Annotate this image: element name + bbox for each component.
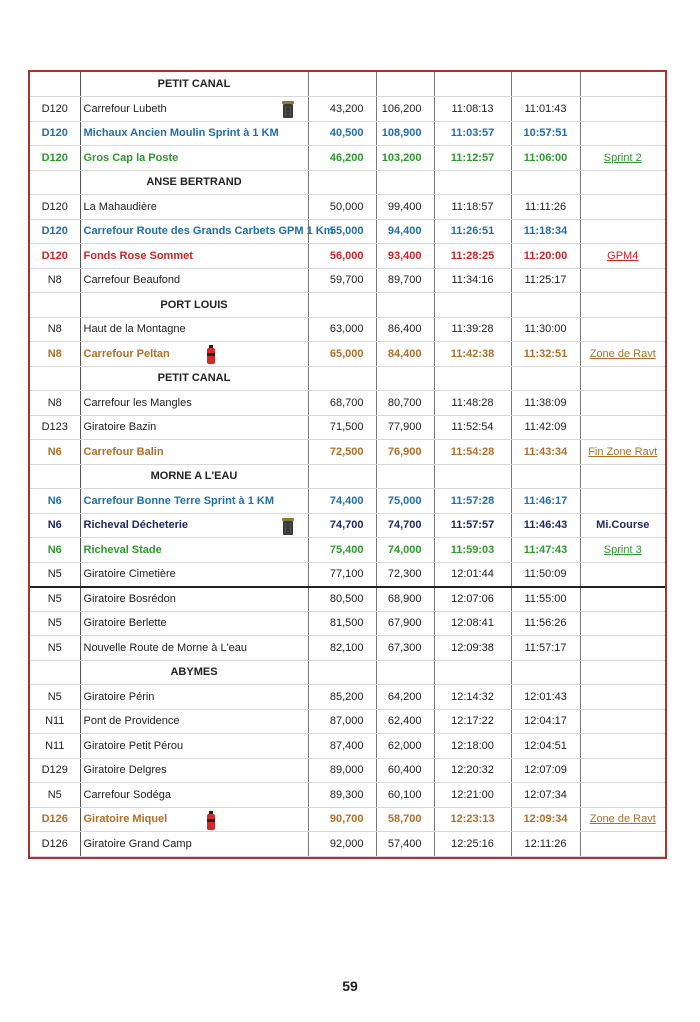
place-cell <box>80 146 308 171</box>
note-cell-empty <box>580 293 665 318</box>
place-cell <box>80 758 308 783</box>
time-slow: 10:57:51 <box>511 121 580 146</box>
road-number: N5 <box>30 562 80 587</box>
km-remaining: 108,900 <box>376 121 434 146</box>
time-fast: 11:54:28 <box>434 440 511 465</box>
road-number: N8 <box>30 317 80 342</box>
table-row <box>30 342 665 367</box>
table-row <box>30 587 665 612</box>
road-number: N11 <box>30 709 80 734</box>
section-title: ANSE BERTRAND <box>80 170 308 195</box>
remaining-cell-empty <box>376 366 434 391</box>
place-name: Carrefour Lubeth <box>83 102 167 115</box>
table-row <box>30 783 665 808</box>
section-header-row <box>30 170 665 195</box>
road-number: N6 <box>30 489 80 514</box>
section-title: PETIT CANAL <box>80 366 308 391</box>
road-number: D126 <box>30 832 80 857</box>
note-cell <box>580 587 665 612</box>
water-bottle-icon <box>206 345 216 365</box>
note-label: Sprint 2 <box>603 151 642 164</box>
place-name: Giratoire Bazin <box>83 421 157 434</box>
time1-cell-empty <box>434 293 511 318</box>
note-cell-empty <box>580 170 665 195</box>
place-cell <box>80 783 308 808</box>
note-cell <box>580 807 665 832</box>
section-header-row <box>30 660 665 685</box>
table-row <box>30 268 665 293</box>
place-cell <box>80 611 308 636</box>
place-cell <box>80 709 308 734</box>
km-remaining: 67,900 <box>376 611 434 636</box>
place-cell <box>80 636 308 661</box>
km-done: 80,500 <box>308 587 376 612</box>
km-done: 50,000 <box>308 195 376 220</box>
place-cell <box>80 538 308 563</box>
road-number: N5 <box>30 636 80 661</box>
table-row <box>30 244 665 269</box>
place-name: Carrefour les Mangles <box>83 396 192 409</box>
time-slow: 11:30:00 <box>511 317 580 342</box>
km-done: 59,700 <box>308 268 376 293</box>
table-row <box>30 562 665 587</box>
km-done: 87,400 <box>308 734 376 759</box>
km-cell-empty <box>308 170 376 195</box>
time-slow: 11:46:17 <box>511 489 580 514</box>
time-slow: 11:11:26 <box>511 195 580 220</box>
km-done: 43,200 <box>308 97 376 122</box>
note-label: GPM4 <box>607 249 639 262</box>
table-row <box>30 807 665 832</box>
place-cell <box>80 685 308 710</box>
km-remaining: 80,700 <box>376 391 434 416</box>
section-title: ABYMES <box>80 660 308 685</box>
note-cell <box>580 342 665 367</box>
time-slow: 11:42:09 <box>511 415 580 440</box>
road-number: D120 <box>30 97 80 122</box>
trash-bin-icon <box>282 517 294 536</box>
time-slow: 11:57:17 <box>511 636 580 661</box>
km-done: 90,700 <box>308 807 376 832</box>
time-fast: 12:08:41 <box>434 611 511 636</box>
km-done: 68,700 <box>308 391 376 416</box>
road-number: N11 <box>30 734 80 759</box>
road-number: D129 <box>30 758 80 783</box>
km-remaining: 93,400 <box>376 244 434 269</box>
note-cell <box>580 219 665 244</box>
km-remaining: 86,400 <box>376 317 434 342</box>
km-remaining: 103,200 <box>376 146 434 171</box>
road-cell-empty <box>30 170 80 195</box>
note-cell <box>580 832 665 857</box>
time2-cell-empty <box>511 464 580 489</box>
time-slow: 11:46:43 <box>511 513 580 538</box>
table-row <box>30 121 665 146</box>
place-name: Pont de Providence <box>83 715 180 728</box>
time-fast: 11:34:16 <box>434 268 511 293</box>
road-number: N8 <box>30 268 80 293</box>
note-cell-empty <box>580 660 665 685</box>
time-fast: 12:17:22 <box>434 709 511 734</box>
place-name: Giratoire Périn <box>83 690 155 703</box>
place-cell <box>80 244 308 269</box>
road-number: D120 <box>30 219 80 244</box>
time-fast: 11:08:13 <box>434 97 511 122</box>
road-number: N8 <box>30 342 80 367</box>
road-number: D120 <box>30 195 80 220</box>
section-header-row <box>30 293 665 318</box>
road-number: N8 <box>30 391 80 416</box>
table-row <box>30 489 665 514</box>
place-name: Carrefour Bonne Terre Sprint à 1 KM <box>83 494 274 507</box>
time1-cell-empty <box>434 72 511 97</box>
note-cell <box>580 562 665 587</box>
time-slow: 11:47:43 <box>511 538 580 563</box>
note-cell <box>580 709 665 734</box>
note-label: Zone de Ravt <box>589 347 656 360</box>
road-cell-empty <box>30 293 80 318</box>
place-cell <box>80 342 308 367</box>
km-remaining: 72,300 <box>376 562 434 587</box>
table-row <box>30 97 665 122</box>
time-fast: 11:26:51 <box>434 219 511 244</box>
time-fast: 11:57:57 <box>434 513 511 538</box>
km-remaining: 106,200 <box>376 97 434 122</box>
table-row <box>30 758 665 783</box>
time-fast: 12:07:06 <box>434 587 511 612</box>
water-bottle-icon <box>206 811 216 831</box>
km-done: 85,200 <box>308 685 376 710</box>
road-number: N5 <box>30 587 80 612</box>
km-done: 40,500 <box>308 121 376 146</box>
place-name: Carrefour Balin <box>83 445 164 458</box>
time-fast: 12:14:32 <box>434 685 511 710</box>
place-name: Michaux Ancien Moulin Sprint à 1 KM <box>83 127 279 140</box>
place-cell <box>80 562 308 587</box>
road-number: N5 <box>30 783 80 808</box>
road-cell-empty <box>30 464 80 489</box>
time-slow: 12:07:34 <box>511 783 580 808</box>
km-remaining: 77,900 <box>376 415 434 440</box>
note-cell <box>580 440 665 465</box>
km-remaining: 84,400 <box>376 342 434 367</box>
place-cell <box>80 513 308 538</box>
time-fast: 12:25:16 <box>434 832 511 857</box>
place-name: Giratoire Berlette <box>83 617 167 630</box>
place-cell <box>80 391 308 416</box>
remaining-cell-empty <box>376 660 434 685</box>
time-fast: 11:39:28 <box>434 317 511 342</box>
place-name: La Mahaudière <box>83 200 157 213</box>
time-fast: 11:59:03 <box>434 538 511 563</box>
section-header-row <box>30 72 665 97</box>
note-cell <box>580 146 665 171</box>
place-name: Giratoire Petit Pérou <box>83 739 184 752</box>
time-slow: 12:01:43 <box>511 685 580 710</box>
itinerary-rows <box>30 72 665 856</box>
time-fast: 11:12:57 <box>434 146 511 171</box>
place-name: Carrefour Beaufond <box>83 274 181 287</box>
note-cell <box>580 783 665 808</box>
road-cell-empty <box>30 660 80 685</box>
km-remaining: 94,400 <box>376 219 434 244</box>
time-fast: 11:48:28 <box>434 391 511 416</box>
note-cell <box>580 538 665 563</box>
note-cell <box>580 244 665 269</box>
section-title: PETIT CANAL <box>80 72 308 97</box>
place-cell <box>80 195 308 220</box>
time-slow: 12:04:17 <box>511 709 580 734</box>
km-cell-empty <box>308 464 376 489</box>
km-done: 89,300 <box>308 783 376 808</box>
table-row <box>30 538 665 563</box>
road-number: D126 <box>30 807 80 832</box>
road-number: D120 <box>30 146 80 171</box>
km-cell-empty <box>308 366 376 391</box>
place-name: Haut de la Montagne <box>83 323 186 336</box>
itinerary-table <box>28 70 667 859</box>
place-name: Carrefour Route des Grands Carbets GPM 1 Km <box>83 225 334 238</box>
km-remaining: 58,700 <box>376 807 434 832</box>
km-done: 81,500 <box>308 611 376 636</box>
place-cell <box>80 415 308 440</box>
table-row <box>30 391 665 416</box>
note-cell <box>580 611 665 636</box>
place-name: Giratoire Delgres <box>83 764 167 777</box>
note-cell <box>580 636 665 661</box>
note-cell <box>580 734 665 759</box>
table-row <box>30 317 665 342</box>
km-remaining: 67,300 <box>376 636 434 661</box>
time-slow: 11:50:09 <box>511 562 580 587</box>
place-cell <box>80 832 308 857</box>
note-cell <box>580 97 665 122</box>
km-done: 74,700 <box>308 513 376 538</box>
note-cell <box>580 391 665 416</box>
km-done: 82,100 <box>308 636 376 661</box>
time1-cell-empty <box>434 366 511 391</box>
table-row <box>30 685 665 710</box>
time-fast: 11:42:38 <box>434 342 511 367</box>
table-row <box>30 513 665 538</box>
km-done: 75,400 <box>308 538 376 563</box>
time-slow: 12:09:34 <box>511 807 580 832</box>
note-cell-empty <box>580 464 665 489</box>
note-cell <box>580 758 665 783</box>
km-remaining: 68,900 <box>376 587 434 612</box>
km-remaining: 60,400 <box>376 758 434 783</box>
note-cell <box>580 489 665 514</box>
time-slow: 11:56:26 <box>511 611 580 636</box>
table-row <box>30 611 665 636</box>
table-row <box>30 709 665 734</box>
time1-cell-empty <box>434 660 511 685</box>
km-done: 71,500 <box>308 415 376 440</box>
note-cell <box>580 317 665 342</box>
section-header-row <box>30 366 665 391</box>
km-remaining: 62,000 <box>376 734 434 759</box>
time-fast: 12:18:00 <box>434 734 511 759</box>
km-done: 89,000 <box>308 758 376 783</box>
time1-cell-empty <box>434 170 511 195</box>
km-done: 77,100 <box>308 562 376 587</box>
place-cell <box>80 440 308 465</box>
time-fast: 11:18:57 <box>434 195 511 220</box>
place-name: Carrefour Peltan <box>83 347 170 360</box>
km-remaining: 74,000 <box>376 538 434 563</box>
time-slow: 11:25:17 <box>511 268 580 293</box>
time-slow: 12:04:51 <box>511 734 580 759</box>
table-row <box>30 636 665 661</box>
road-number: D120 <box>30 121 80 146</box>
time-slow: 11:43:34 <box>511 440 580 465</box>
place-cell <box>80 219 334 244</box>
remaining-cell-empty <box>376 293 434 318</box>
time-fast: 11:57:28 <box>434 489 511 514</box>
time-fast: 12:21:00 <box>434 783 511 808</box>
place-cell <box>80 489 308 514</box>
km-done: 74,400 <box>308 489 376 514</box>
km-remaining: 76,900 <box>376 440 434 465</box>
km-cell-empty <box>308 293 376 318</box>
place-cell <box>80 317 308 342</box>
remaining-cell-empty <box>376 464 434 489</box>
place-name: Giratoire Grand Camp <box>83 837 192 850</box>
note-cell <box>580 685 665 710</box>
note-cell-empty <box>580 72 665 97</box>
note-label: Fin Zone Ravt <box>588 445 658 458</box>
table-row <box>30 219 665 244</box>
km-done: 72,500 <box>308 440 376 465</box>
time-fast: 11:52:54 <box>434 415 511 440</box>
place-cell <box>80 587 308 612</box>
km-done: 87,000 <box>308 709 376 734</box>
road-number: N6 <box>30 513 80 538</box>
section-header-row <box>30 464 665 489</box>
place-cell <box>80 121 308 146</box>
km-cell-empty <box>308 660 376 685</box>
table-row <box>30 440 665 465</box>
note-label: Zone de Ravt <box>589 813 656 826</box>
time-fast: 12:23:13 <box>434 807 511 832</box>
remaining-cell-empty <box>376 170 434 195</box>
time-slow: 11:18:34 <box>511 219 580 244</box>
km-remaining: 89,700 <box>376 268 434 293</box>
time-slow: 12:07:09 <box>511 758 580 783</box>
page-number: 59 <box>342 978 358 994</box>
road-number: N6 <box>30 538 80 563</box>
place-cell <box>80 268 308 293</box>
time-slow: 11:55:00 <box>511 587 580 612</box>
section-title: MORNE A L'EAU <box>80 464 308 489</box>
note-cell <box>580 121 665 146</box>
section-title: PORT LOUIS <box>80 293 308 318</box>
km-done: 56,000 <box>308 244 376 269</box>
place-cell <box>80 734 308 759</box>
place-name: Fonds Rose Sommet <box>83 249 193 262</box>
place-name: Carrefour Sodéga <box>83 788 171 801</box>
place-name: Giratoire Bosrédon <box>83 593 176 605</box>
time-slow: 11:32:51 <box>511 342 580 367</box>
note-cell <box>580 415 665 440</box>
time-fast: 12:20:32 <box>434 758 511 783</box>
time-slow: 11:01:43 <box>511 97 580 122</box>
time2-cell-empty <box>511 72 580 97</box>
time-slow: 11:20:00 <box>511 244 580 269</box>
km-remaining: 75,000 <box>376 489 434 514</box>
place-cell <box>80 97 308 122</box>
note-cell <box>580 513 665 538</box>
note-cell-empty <box>580 366 665 391</box>
road-number: D120 <box>30 244 80 269</box>
km-done: 55,000 <box>308 219 376 244</box>
time2-cell-empty <box>511 170 580 195</box>
km-remaining: 74,700 <box>376 513 434 538</box>
place-name: Nouvelle Route de Morne à L'eau <box>83 641 248 654</box>
km-remaining: 62,400 <box>376 709 434 734</box>
km-done: 46,200 <box>308 146 376 171</box>
place-name: Giratoire Cimetière <box>83 568 176 580</box>
place-name: Richeval Stade <box>83 543 162 556</box>
time-fast: 11:28:25 <box>434 244 511 269</box>
km-done: 92,000 <box>308 832 376 857</box>
road-number: N6 <box>30 440 80 465</box>
time-fast: 11:03:57 <box>434 121 511 146</box>
km-remaining: 60,100 <box>376 783 434 808</box>
place-name: Gros Cap la Poste <box>83 151 179 164</box>
place-cell <box>80 807 308 832</box>
km-remaining: 64,200 <box>376 685 434 710</box>
km-cell-empty <box>308 72 376 97</box>
time-fast: 12:01:44 <box>434 562 511 587</box>
note-cell <box>580 195 665 220</box>
road-cell-empty <box>30 72 80 97</box>
km-remaining: 57,400 <box>376 832 434 857</box>
road-number: N5 <box>30 611 80 636</box>
km-done: 65,000 <box>308 342 376 367</box>
table-row <box>30 734 665 759</box>
table-row <box>30 195 665 220</box>
time-slow: 11:38:09 <box>511 391 580 416</box>
time-slow: 12:11:26 <box>511 832 580 857</box>
time2-cell-empty <box>511 293 580 318</box>
road-number: D123 <box>30 415 80 440</box>
place-name: Richeval Décheterie <box>83 519 189 532</box>
time1-cell-empty <box>434 464 511 489</box>
table-row <box>30 832 665 857</box>
km-done: 63,000 <box>308 317 376 342</box>
place-name: Giratoire Miquel <box>83 813 168 826</box>
time-slow: 11:06:00 <box>511 146 580 171</box>
time2-cell-empty <box>511 366 580 391</box>
note-cell <box>580 268 665 293</box>
time2-cell-empty <box>511 660 580 685</box>
note-label: Sprint 3 <box>603 543 642 556</box>
note-label: Mi.Course <box>596 519 650 532</box>
road-number: N5 <box>30 685 80 710</box>
remaining-cell-empty <box>376 72 434 97</box>
table-row <box>30 146 665 171</box>
trash-bin-icon <box>282 100 294 119</box>
km-remaining: 99,400 <box>376 195 434 220</box>
time-fast: 12:09:38 <box>434 636 511 661</box>
table-row <box>30 415 665 440</box>
road-cell-empty <box>30 366 80 391</box>
